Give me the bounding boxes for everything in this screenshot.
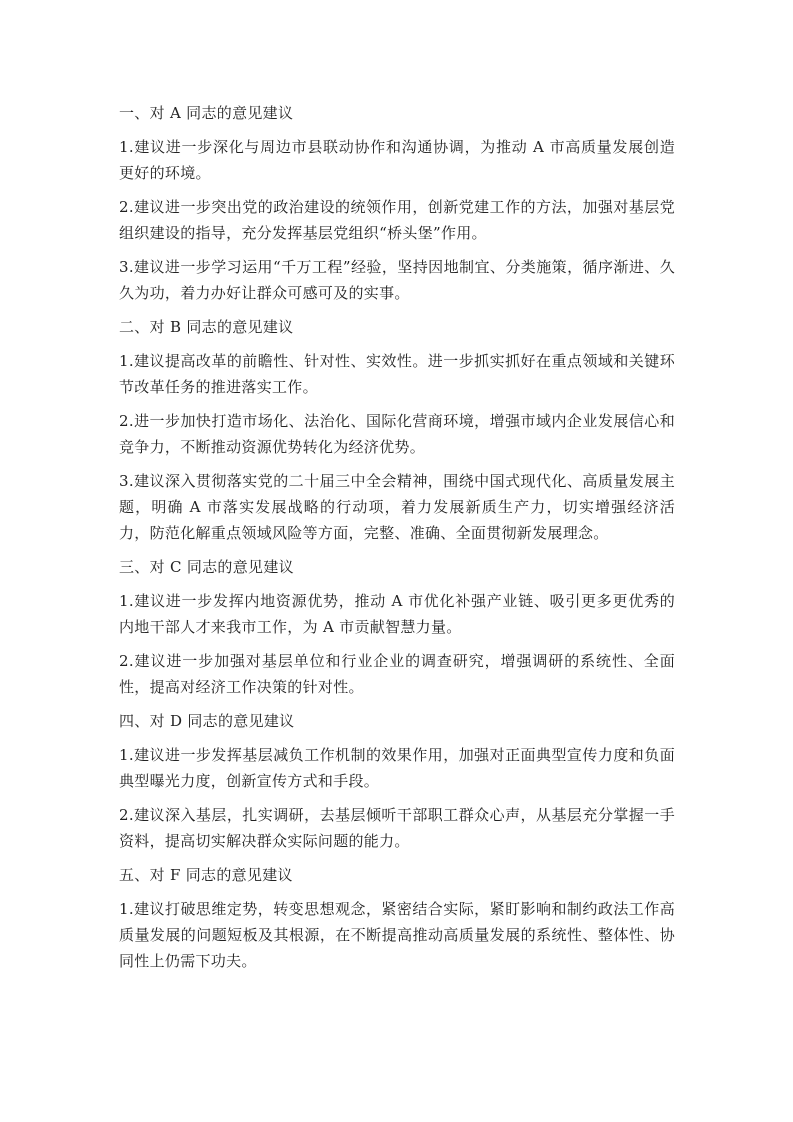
section-heading: 一、对 A 同志的意见建议: [119, 104, 294, 122]
paragraph: 2.建议进一步突出党的政治建设的统领作用，创新党建工作的方法，加强对基层党组织建设的指导，充分发挥基层党组织“桥头堡”作用。: [119, 198, 675, 242]
section-heading: 二、对 B 同志的意见建议: [119, 318, 294, 336]
paragraph: 1.建议进一步深化与周边市县联动协作和沟通协调，为推动 A 市高质量发展创造更好的环境。: [119, 138, 675, 182]
section-f: [119, 862, 675, 974]
paragraph: 2.进一步加快打造市场化、法治化、国际化营商环境，增强市域内企业发展信心和竞争力，不断推动资源优势转化为经济优势。: [119, 412, 675, 456]
paragraph: 1.建议提高改革的前瞻性、针对性、实效性。进一步抓实抓好在重点领域和关键环节改革任务的推进落实工作。: [119, 352, 675, 396]
paragraph: 3.建议深入贯彻落实党的二十届三中全会精神，围绕中国式现代化、高质量发展主题，明确 A 市落实发展战略的行动项，着力发展新质生产力，切实增强经济活力，防范化解重点领域风险等方面，完整、准确、全面贯彻新发展理念。: [119, 472, 675, 542]
paragraph: 1.建议打破思维定势，转变思想观念，紧密结合实际，紧盯影响和制约政法工作高质量发展的问题短板及其根源，在不断提高推动高质量发展的系统性、整体性、协同性上仍需下功夫。: [119, 900, 675, 970]
paragraph: 2.建议进一步加强对基层单位和行业企业的调查研究，增强调研的系统性、全面性，提高对经济工作决策的针对性。: [119, 652, 675, 696]
section-a: [119, 100, 675, 306]
section-d: [119, 708, 675, 854]
section-heading: 三、对 C 同志的意见建议: [119, 558, 294, 576]
section-b: [119, 314, 675, 546]
paragraph: 1.建议进一步发挥内地资源优势，推动 A 市优化补强产业链、吸引更多更优秀的内地干部人才来我市工作，为 A 市贡献智慧力量。: [119, 592, 675, 636]
paragraph: 2.建议深入基层，扎实调研，去基层倾听干部职工群众心声，从基层充分掌握一手资料，提高切实解决群众实际问题的能力。: [119, 806, 675, 850]
section-heading: 五、对 F 同志的意见建议: [119, 866, 293, 884]
paragraph: 3.建议进一步学习运用“千万工程”经验，坚持因地制宜、分类施策，循序渐进、久久为功，着力办好让群众可感可及的实事。: [119, 258, 675, 302]
document-body: [119, 100, 675, 982]
section-heading: 四、对 D 同志的意见建议: [119, 712, 295, 730]
paragraph: 1.建议进一步发挥基层减负工作机制的效果作用，加强对正面典型宣传力度和负面典型曝光力度，创新宣传方式和手段。: [119, 746, 675, 790]
section-c: [119, 554, 675, 700]
